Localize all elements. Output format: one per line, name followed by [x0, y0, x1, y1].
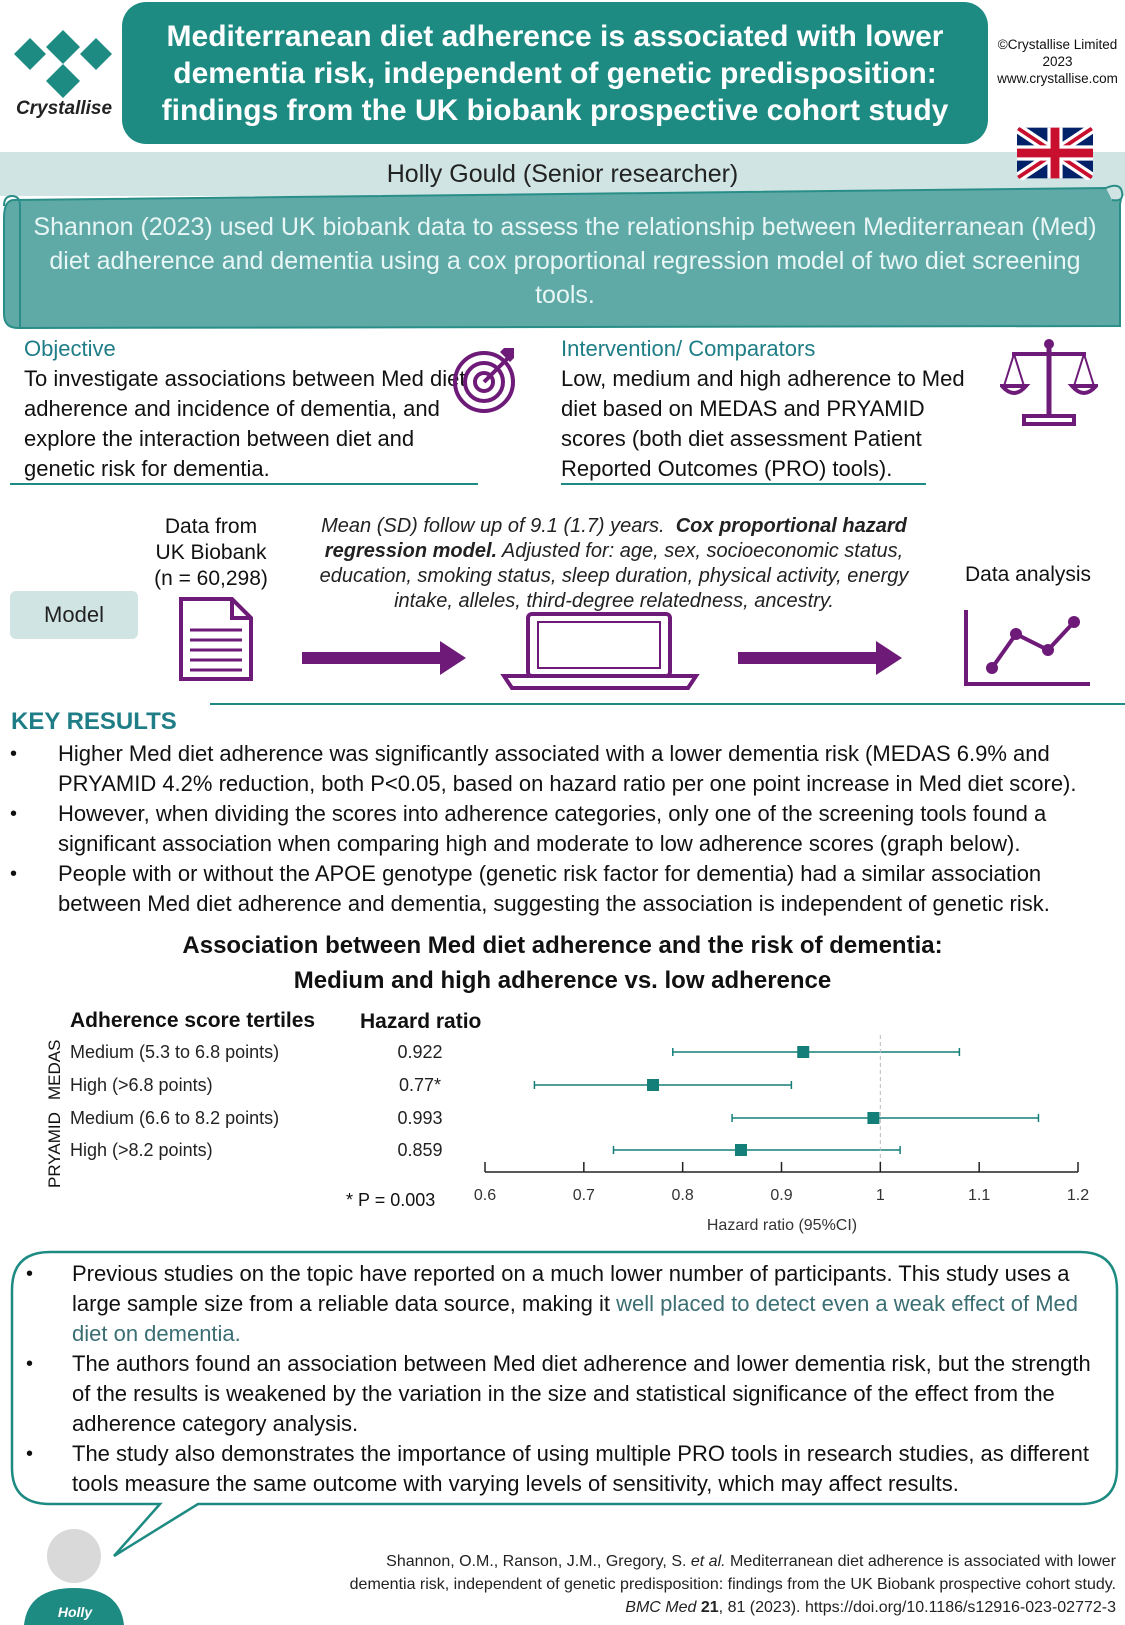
line-chart-icon — [962, 610, 1094, 688]
hazard-ratio-marker — [797, 1046, 809, 1058]
chart-title — [0, 928, 1125, 998]
x-tick-label: 1.2 — [1066, 1187, 1090, 1204]
copyright-owner: ©Crystallise Limited — [997, 37, 1118, 52]
row-hazard-ratio: 0.77* — [398, 1075, 442, 1095]
row-hazard-ratio: 0.859 — [397, 1140, 443, 1160]
forest-rows — [70, 1042, 1038, 1160]
list-item — [26, 1439, 1106, 1499]
list-item-text: Previous studies on the topic have reported on a much lower number of participants. This study uses a large sample size from a reliable data source, making it — [72, 1261, 1070, 1316]
data-source-line2: UK Biobank — [155, 541, 267, 564]
list-item-text: Higher Med diet adherence was significantly associated with a lower dementia risk (MEDAS 6.9% and PRYAMID 4.2% reduction, both P<0.05, based on hazard ratio per one point increase in Med diet score). — [58, 741, 1077, 796]
list-item-highlight: well placed to detect even a weak effect of Med diet on dementia. — [72, 1291, 1079, 1346]
row-label: Medium (6.6 to 8.2 points) — [70, 1108, 280, 1128]
hazard-ratio-marker — [867, 1112, 879, 1124]
logo-text: Crystallise — [15, 98, 113, 119]
hazard-ratio-marker — [735, 1144, 747, 1156]
uk-flag-icon — [1017, 126, 1093, 180]
list-item — [26, 1259, 1106, 1349]
hazard-ratio-marker — [647, 1079, 659, 1091]
x-tick-label: 0.7 — [572, 1187, 595, 1204]
forest-plot — [0, 1000, 1125, 1245]
target-icon — [452, 344, 522, 414]
data-source-line1: Data from — [164, 515, 258, 538]
row-label: Medium (5.3 to 6.8 points) — [70, 1042, 280, 1062]
data-source — [146, 514, 276, 592]
chart-title-line2: Medium and high adherence vs. low adherence — [293, 967, 832, 994]
list-item-text: The study also demonstrates the importance of using multiple PRO tools in research studies, as different tools measure the same outcome with varying levels of sensitivity, which may affect results. — [72, 1441, 1089, 1496]
row-hazard-ratio: 0.993 — [397, 1108, 443, 1128]
data-source-line3: (n = 60,298) — [154, 567, 268, 590]
laptop-icon — [500, 610, 700, 690]
key-results-heading: KEY RESULTS — [11, 708, 177, 735]
copyright-url: www.crystallise.com — [997, 71, 1118, 86]
x-tick-label: 0.8 — [671, 1187, 694, 1204]
list-item — [26, 1349, 1106, 1439]
objective-body: To investigate associations between Med diet adherence and incidence of dementia, and explore the interaction between diet and genetic risk for dementia. — [24, 366, 466, 481]
bullet: • — [26, 1263, 34, 1285]
group-label-medas: MEDAS — [45, 1039, 64, 1100]
x-axis-label: Hazard ratio (95%CI) — [706, 1217, 858, 1234]
x-tick-label: 0.6 — [473, 1187, 497, 1204]
footnote: * P = 0.003 — [346, 1190, 436, 1210]
x-tick-label: 1.1 — [968, 1187, 991, 1204]
row-label: High (>8.2 points) — [70, 1140, 213, 1160]
bullet: • — [10, 863, 18, 885]
bullet: • — [10, 803, 18, 825]
avatar-name: Holly — [57, 1604, 93, 1620]
section-divider — [210, 703, 1125, 705]
citation-volume: 21 — [700, 1599, 719, 1616]
list-item-text: However, when dividing the scores into adherence categories, only one of the screening tools found a significant association when comparing high and moderate to low adherence scores (graph below). — [58, 801, 1047, 856]
citation-journal: BMC Med — [625, 1599, 697, 1616]
bullet: • — [26, 1353, 34, 1375]
crystallise-logo-icon — [8, 30, 118, 100]
copyright-year: 2023 — [1042, 54, 1073, 69]
citation-doi: , 81 (2023). https://doi.org/10.1186/s12916-023-02772-3 — [718, 1599, 1116, 1616]
right-arrow-icon — [738, 641, 902, 675]
bullet: • — [10, 743, 18, 765]
data-analysis-label: Data analysis — [964, 563, 1092, 586]
x-tick-label: 0.9 — [770, 1187, 793, 1204]
section-divider — [561, 483, 926, 485]
list-item — [10, 799, 1120, 859]
summary-text: Shannon (2023) used UK biobank data to assess the relationship between Mediterranean (Med) diet adherence and dementia using a cox proportional regression model of two diet screening tools. — [33, 213, 1097, 309]
citation — [320, 1550, 1116, 1619]
scale-icon — [1000, 334, 1098, 428]
citation-etal: et al. — [690, 1553, 726, 1570]
poster-title: Mediterranean diet adherence is associated with lower dementia risk, independent of genetic predisposition: findings from the UK biobank prospective cohort study — [122, 2, 988, 144]
section-divider — [10, 483, 478, 485]
citation-authors: Shannon, O.M., Ranson, J.M., Gregory, S. — [386, 1553, 691, 1570]
x-axis — [474, 1162, 1089, 1204]
copyright — [990, 36, 1125, 87]
right-arrow-icon — [302, 641, 466, 675]
document-icon — [178, 596, 254, 682]
author-name: Holly Gould (Senior researcher) — [386, 160, 739, 188]
intervention-heading: Intervention/ Comparators — [561, 336, 816, 361]
intervention-body: Low, medium and high adherence to Med diet based on MEDAS and PRYAMID scores (both diet assessment Patient Reported Outcomes (PRO) tools). — [561, 366, 965, 481]
column-header-hazard-ratio: Hazard ratio — [360, 1010, 482, 1033]
column-header-tertiles: Adherence score tertiles — [70, 1009, 316, 1032]
list-item-text: People with or without the APOE genotype (genetic risk factor for dementia) had a similar association between Med diet adherence and dementia, suggesting the association is independent of genetic risk. — [58, 861, 1050, 916]
discussion-list — [26, 1259, 1106, 1499]
key-results-list — [10, 739, 1120, 919]
list-item — [10, 859, 1120, 919]
objective-heading: Objective — [24, 336, 116, 361]
bullet: • — [26, 1443, 34, 1465]
list-item-text: The authors found an association between Med diet adherence and lower dementia risk, but the strength of the results is weakened by the variation in the size and statistical significance of the effect from the adherence category analysis. — [72, 1351, 1091, 1436]
row-label: High (>6.8 points) — [70, 1075, 213, 1095]
list-item — [10, 739, 1120, 799]
group-label-pryamid: PRYAMID — [45, 1112, 64, 1188]
model-label: Model — [10, 591, 138, 639]
chart-title-line1: Association between Med diet adherence and the risk of dementia: — [182, 932, 943, 959]
model-description — [292, 514, 936, 614]
x-tick-label: 1 — [875, 1187, 885, 1204]
follow-up-text: Mean (SD) follow up of 9.1 (1.7) years. — [321, 515, 665, 537]
row-hazard-ratio: 0.922 — [397, 1042, 443, 1062]
citation-title: Mediterranean diet adherence is associated with lower dementia risk, independent of genetic predisposition: findings from the UK Biobank prospective cohort study. — [349, 1553, 1116, 1593]
adjustment-text: Adjusted for: age, sex, socioeconomic status, education, smoking status, sleep duration, physical activity, energy intake, alleles, third-degree relatedness, ancestry. — [319, 540, 909, 612]
model-name: Cox proportional hazard regression model. — [324, 515, 907, 562]
